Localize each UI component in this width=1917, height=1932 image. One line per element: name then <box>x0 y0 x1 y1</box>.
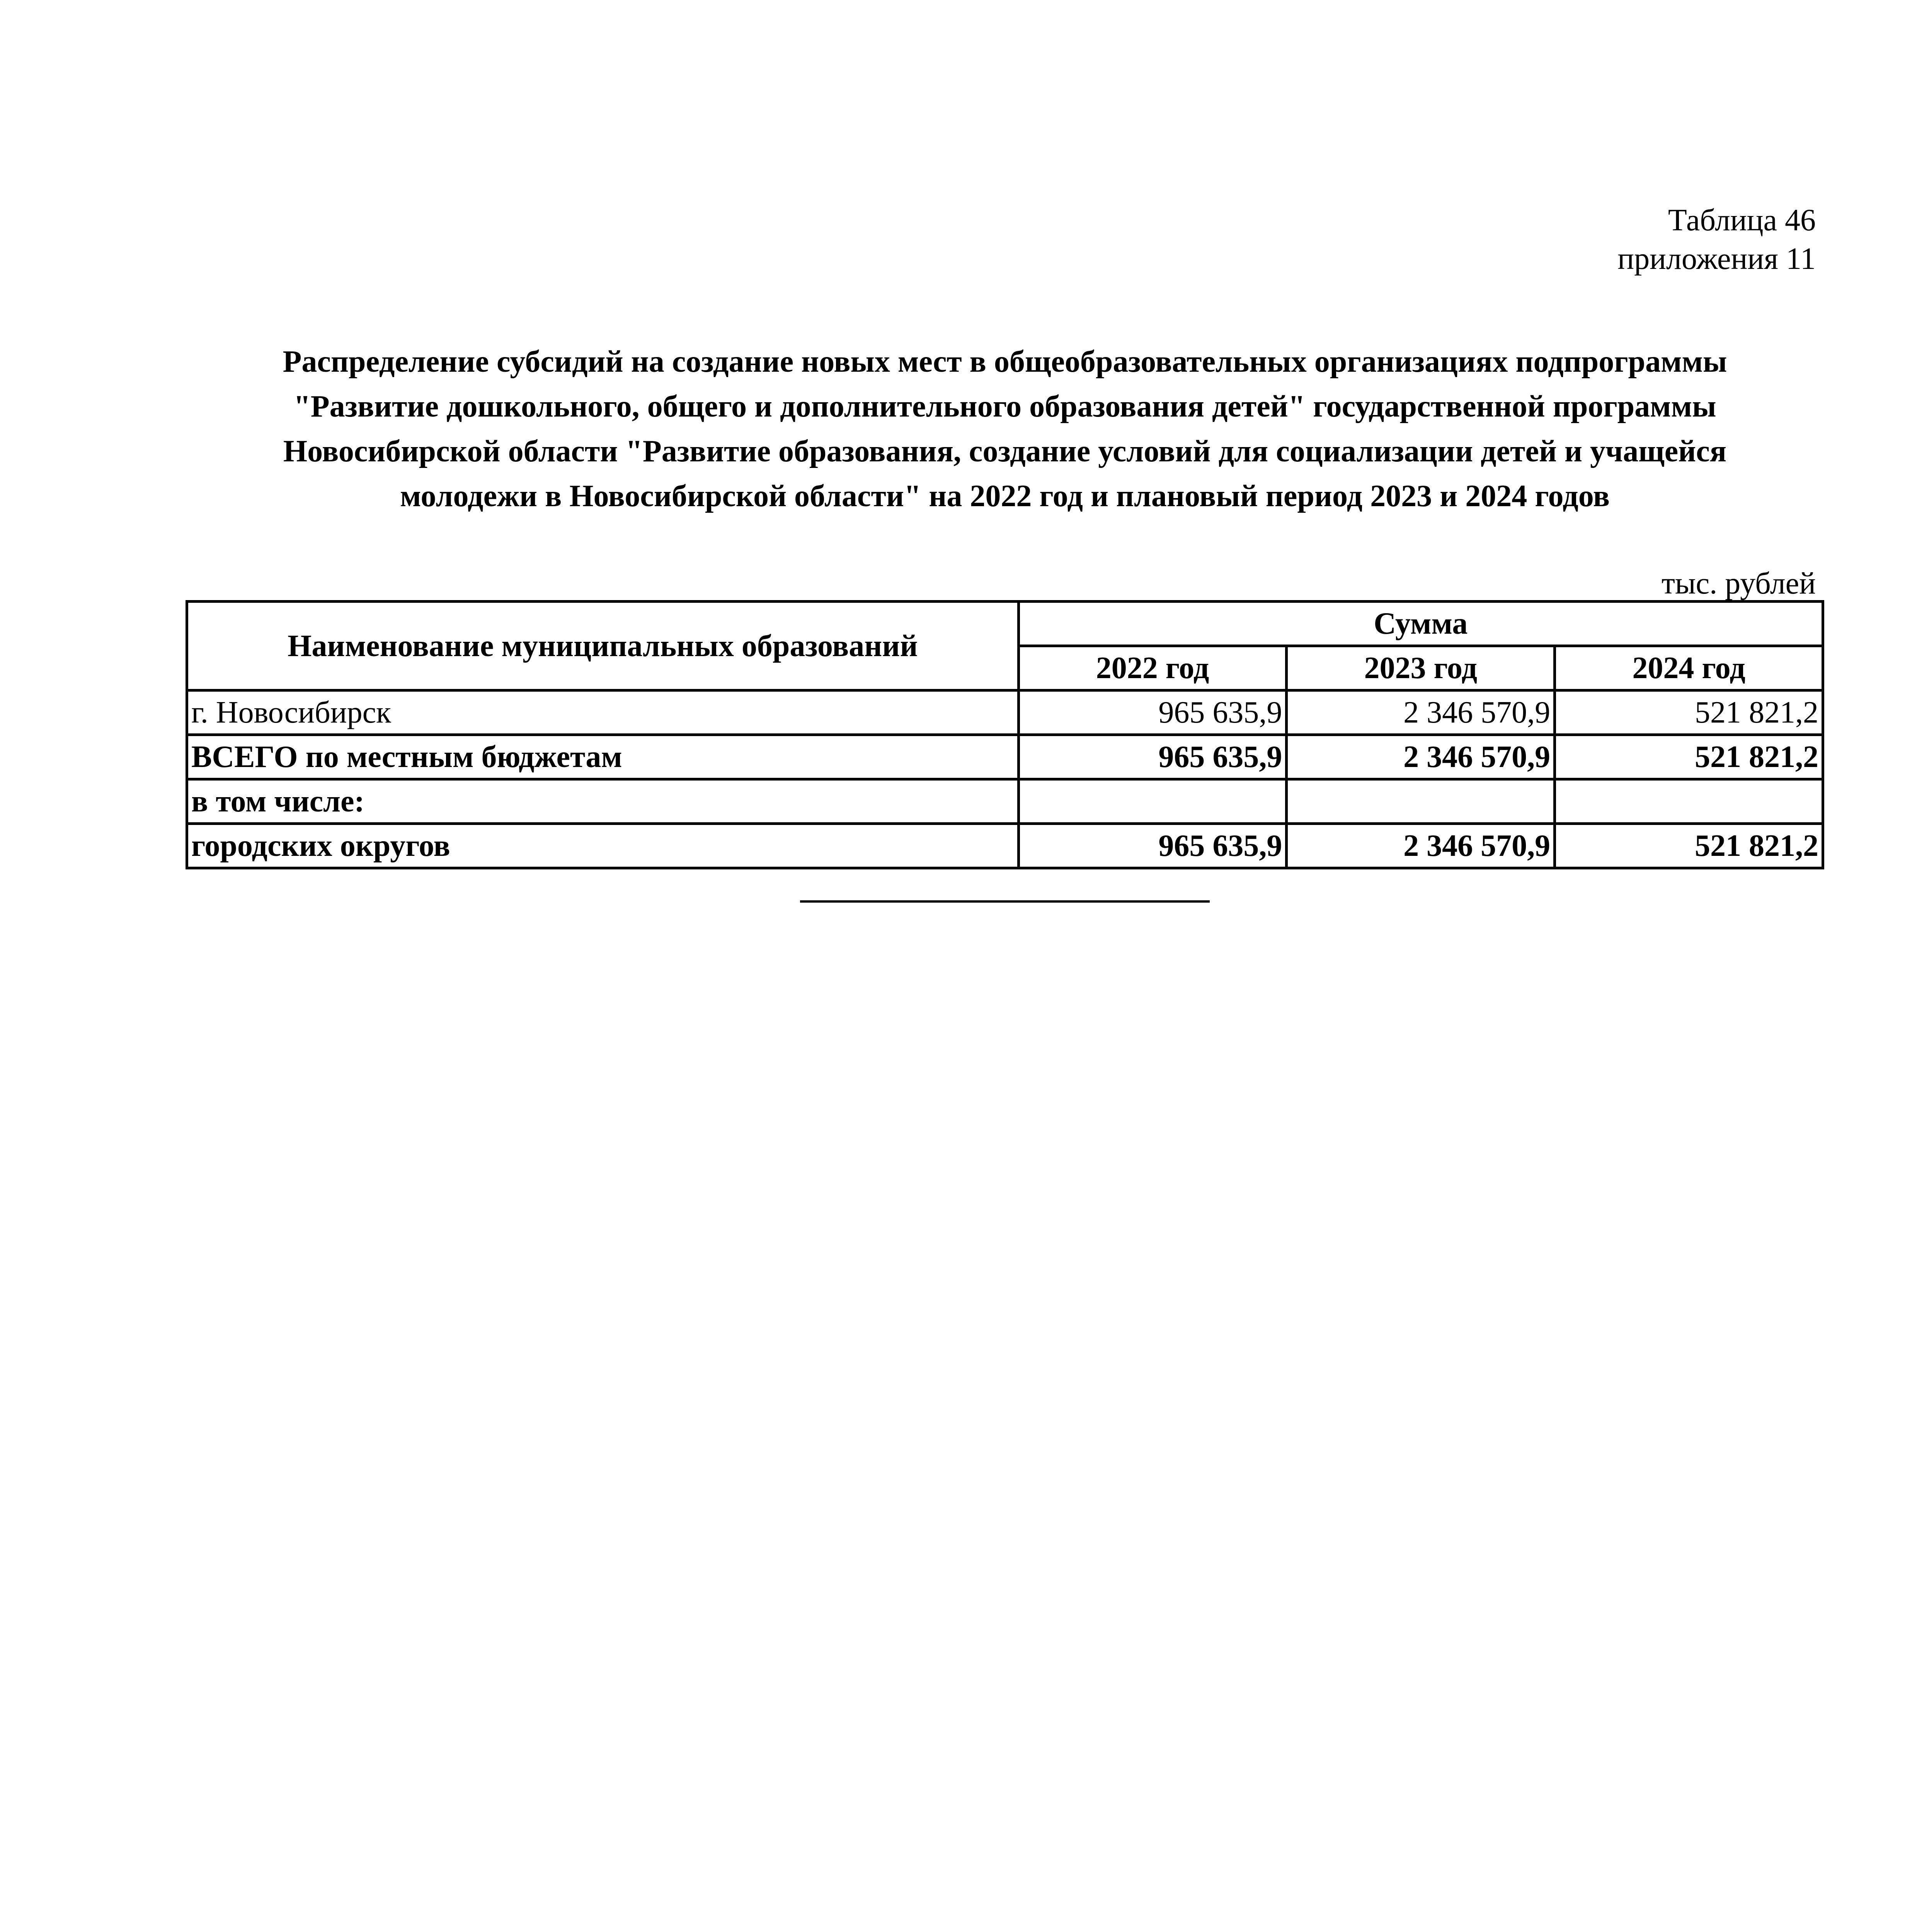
header-sum: Сумма <box>1018 602 1823 646</box>
title-line: "Развитие дошкольного, общего и дополнительного образования детей" государственной программы <box>293 389 1716 423</box>
end-divider <box>800 900 1210 903</box>
table-row-total <box>187 735 1823 779</box>
row-value-2023 <box>1287 779 1555 824</box>
header-year-2023: 2023 год <box>1287 646 1555 690</box>
row-value-2022: 965 635,9 <box>1018 690 1287 735</box>
units-label: тыс. рублей <box>1661 566 1816 600</box>
table-reference <box>1197 201 1816 278</box>
table-row-subheading <box>187 779 1823 824</box>
row-value-2022: 965 635,9 <box>1018 824 1287 868</box>
document-title <box>186 339 1824 519</box>
row-name: в том числе: <box>187 779 1019 824</box>
row-value-2023: 2 346 570,9 <box>1287 690 1555 735</box>
row-value-2024: 521 821,2 <box>1555 824 1823 868</box>
header-year-2022: 2022 год <box>1018 646 1287 690</box>
row-value-2022: 965 635,9 <box>1018 735 1287 779</box>
title-line: молодежи в Новосибирской области" на 2022 год и плановый период 2023 и 2024 годов <box>400 479 1610 513</box>
row-value-2022 <box>1018 779 1287 824</box>
row-value-2023: 2 346 570,9 <box>1287 824 1555 868</box>
title-line: Новосибирской области "Развитие образования, создание условий для социализации детей и учащейся <box>283 434 1727 468</box>
title-line: Распределение субсидий на создание новых мест в общеобразовательных организациях подпрограммы <box>283 345 1727 379</box>
row-value-2024 <box>1555 779 1823 824</box>
row-name: городских округов <box>187 824 1019 868</box>
table-row <box>187 690 1823 735</box>
table-row-city-districts <box>187 824 1823 868</box>
appendix-number: приложения 11 <box>1617 242 1816 276</box>
row-value-2023: 2 346 570,9 <box>1287 735 1555 779</box>
row-name: г. Новосибирск <box>187 690 1019 735</box>
table-header-row <box>187 602 1823 646</box>
table-number: Таблица 46 <box>1668 203 1816 237</box>
row-value-2024: 521 821,2 <box>1555 735 1823 779</box>
row-name: ВСЕГО по местным бюджетам <box>187 735 1019 779</box>
header-municipality: Наименование муниципальных образований <box>187 602 1019 690</box>
header-year-2024: 2024 год <box>1555 646 1823 690</box>
subsidy-table <box>186 600 1824 869</box>
row-value-2024: 521 821,2 <box>1555 690 1823 735</box>
